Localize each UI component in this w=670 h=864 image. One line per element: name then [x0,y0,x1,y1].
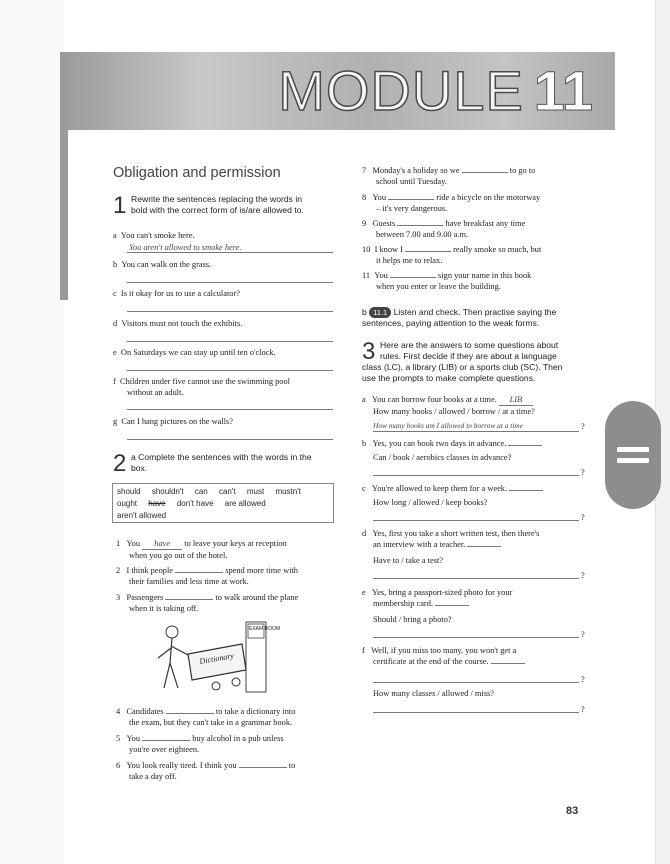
ex1-item-f-cont: without an adult. [127,388,184,397]
item-text: to walk around the plane [215,593,299,602]
ex3-prompt-d: Have to / take a test? [373,556,443,565]
wheel [232,678,240,686]
word-box [112,483,334,523]
ex3-prompt-a: How many books / allowed / borrow / at a time? [373,407,535,416]
blank [175,572,223,573]
item-text: Guests [372,219,396,228]
item-text: On Saturdays we can stay up until ten o'clock. [120,348,276,357]
item-answer: Yes, first you take a short written test, then there's [372,529,540,538]
floating-menu-button[interactable] [605,401,661,509]
word-crossed: have [148,499,166,508]
item-number: 3 [116,593,121,602]
instruction-line: use the prompts to make complete questions. [362,373,536,383]
item-number: 4 [116,707,121,716]
ex3-prompt-f: How many classes / allowed / miss? [373,689,494,698]
question-mark: ? [581,630,585,639]
audio-track-badge: 11.1 [369,307,391,318]
item-answer: Yes, you can book two days in advance. [372,439,507,448]
blank [142,740,190,741]
question-mark: ? [581,675,585,684]
instruction-line: Listen and check. Then practise saying the [393,307,557,317]
item-text: to [288,761,296,770]
exercise-1-instruction [131,194,304,216]
ex2-item-9 [362,218,587,240]
ex2-item-6 [116,760,341,782]
item-text: it helps me to relax. [376,256,443,265]
word: mustn't [275,487,301,496]
blank [405,251,451,252]
blank [166,713,214,714]
item-text: when you go out of the hotel. [129,551,228,560]
item-text: I think people [126,566,173,575]
item-text: – it's very dangerous. [376,204,448,213]
item-number: 2 [116,566,121,575]
item-letter: b [113,260,118,269]
ex3-item-d [362,528,592,550]
answer-line [127,341,333,342]
exercise-2b-instruction [362,307,592,329]
filled-answer: have [142,538,182,550]
category-tag: LIB [499,394,533,406]
ex3-prompt-b: Can / book / aerobics classes in advance? [373,453,512,462]
wheel [212,682,220,690]
exam-illustration [150,618,280,698]
item-text: You [374,271,388,280]
item-text: take a day off. [129,772,177,781]
item-letter: f [113,377,116,386]
ex3-written-a: How many books am I allowed to borrow at a time [373,420,579,432]
answer-line [127,409,333,410]
person-head [166,626,178,638]
instruction-line: box. [131,463,148,473]
item-number: 1 [116,539,121,548]
word-row [117,498,329,510]
answer-line [373,520,579,521]
word: don't have [176,499,214,508]
word-row [117,486,329,498]
ex3-item-c [362,483,592,494]
item-text: the exam, but they can't take in a grammar book. [129,718,293,727]
ex2-item-8 [362,192,587,214]
item-text: to take a dictionary into [215,707,296,716]
item-letter: e [362,588,366,597]
answer-line [373,682,579,683]
instruction-line: sentences, paying attention to the weak forms. [362,318,540,328]
answer-line [373,578,579,579]
ex3-item-e [362,587,592,609]
ex1-item-b [113,259,211,270]
ex3-item-f [362,645,592,667]
question-mark: ? [581,513,585,522]
item-text: You can walk on the grass. [121,260,212,269]
exercise-3-number: 3 [362,338,376,365]
sign-text: EXAM ROOM [249,626,280,632]
ex3-item-b [362,438,592,449]
word: aren't allowed [117,511,167,520]
item-letter: d [113,319,118,328]
item-text: Children under five cannot use the swimming pool [119,377,291,386]
blank [435,605,469,606]
question-mark: ? [581,422,585,431]
menu-bar-icon [617,458,649,463]
blank [509,490,543,491]
blank [462,172,508,173]
item-answer: Yes, bring a passport-sized photo for your [372,588,513,597]
item-text: between 7.00 and 9.00 a.m. [376,230,469,239]
module-title [278,58,593,123]
item-text: their families and less time at work. [129,577,249,586]
instruction-line: Here are the answers to some questions about [380,340,559,350]
item-text: spend more time with [225,566,298,575]
person-body [158,638,190,688]
ex2-item-1 [116,538,341,561]
item-number: 11 [362,271,371,280]
instruction-line: rules. First decide if they are about a language [380,351,557,361]
module-header [66,52,615,130]
item-answer: You can borrow four books at a time. [372,395,497,404]
answer-line [127,311,333,312]
ex2-item-11 [362,270,587,292]
item-answer: certificate at the end of the course. [373,657,489,666]
item-letter: c [113,289,117,298]
item-text: Is it okay for us to use a calculator? [120,289,240,298]
ex1-item-c [113,288,240,299]
ex1-item-e [113,347,276,358]
word: ought [117,499,138,508]
answer-line [373,475,579,476]
question-mark: ? [581,468,585,477]
ex2-item-5 [116,733,341,755]
answer-line [127,439,333,440]
item-text: to leave your keys at reception [184,539,287,548]
item-letter: d [362,529,367,538]
blank [397,225,443,226]
question-mark: ? [581,705,585,714]
exercise-2-number: 2 [113,450,127,477]
item-number: 5 [116,734,121,743]
blank [165,599,213,600]
blank [467,546,501,547]
item-text: have breakfast any time [445,219,526,228]
item-text: Can I hang pictures on the walls? [121,417,234,426]
item-number: 7 [362,166,367,175]
item-text: You [126,734,141,743]
item-letter: a [362,395,366,404]
ex1-item-f [113,376,290,387]
item-text: ride a bicycle on the motorway [436,193,541,202]
ex3-prompt-e: Should / bring a photo? [373,615,452,624]
ex2-item-2 [116,565,341,587]
blank [508,445,542,446]
exercise-2-instruction [131,452,312,474]
module-word: MODULE [278,59,524,122]
item-letter: f [362,646,365,655]
answer-line [127,252,333,253]
item-number: 6 [116,761,121,770]
item-answer: Well, if you miss too many, you won't get a [371,646,517,655]
item-letter: b [362,307,367,317]
item-text: to go to [509,166,536,175]
page-number: 83 [566,805,579,817]
ex2-item-7 [362,165,587,187]
item-number: 9 [362,219,367,228]
ex2-item-10 [362,244,587,266]
word: can't [218,487,236,496]
exercise-1-number: 1 [113,192,127,219]
ex3-prompt-c: How long / allowed / keep books? [373,498,488,507]
instruction-line: bold with the correct form of is/are allowed to. [131,205,304,215]
item-text: Candidates [126,707,164,716]
item-text: You [126,539,141,548]
module-number: 11 [533,59,593,122]
blank [239,767,287,768]
item-text: you're over eighteen. [129,745,200,754]
item-letter: e [113,348,117,357]
word: must [246,487,265,496]
ex2-item-3 [116,592,341,614]
item-text: sign your name in this book [438,271,532,280]
item-text: when it is taking off. [129,604,199,613]
blank [388,199,434,200]
item-letter: c [362,484,366,493]
item-answer: an interview with a teacher. [373,540,466,549]
book-label: Dictionary [198,651,235,666]
item-text: You can't smoke here. [120,231,195,240]
item-answer: You're allowed to keep them for a week. [372,484,508,493]
item-text: Passengers [126,593,164,602]
item-text: You [372,193,387,202]
item-text: when you enter or leave the building. [376,282,501,291]
word-row [117,510,329,522]
blank [491,663,525,664]
item-text: I know I [374,245,403,254]
exercise-3-instruction [380,340,592,362]
ex1-item-g [113,416,233,427]
instruction-line: Rewrite the sentences replacing the words in [131,194,303,204]
item-letter: b [362,439,367,448]
item-text: really smoke so much, but [453,245,542,254]
item-number: 8 [362,193,367,202]
word: shouldn't [151,487,184,496]
word: are allowed [224,499,266,508]
scan-margin [0,0,64,864]
item-letter: a [113,231,117,240]
ex2-item-4 [116,706,341,728]
ex1-answer-a: You aren't allowed to smoke here. [129,243,242,252]
item-text: school until Tuesday. [376,177,447,186]
item-text: Visitors must not touch the exhibits. [121,319,243,328]
instruction-line: class (LC), a library (LIB) or a sports club (SC). Then [362,362,563,372]
item-letter: g [113,417,118,426]
item-text: You look really tired. I think you [126,761,237,770]
item-text: Monday's a holiday so we [372,166,460,175]
question-mark: ? [581,571,585,580]
section-title: Obligation and permission [113,165,281,181]
word: should [117,487,141,496]
menu-bar-icon [617,447,649,452]
ex3-item-a [362,394,592,406]
ex1-item-d [113,318,242,329]
blank [390,277,436,278]
exercise-3-instruction-cont [362,362,592,384]
ex1-item-a [113,230,195,241]
item-answer: membership card. [373,599,433,608]
instruction-line: a Complete the sentences with the words in the [131,452,312,462]
answer-line [373,637,579,638]
word: can [194,487,208,496]
item-text: buy alcohol in a pub unless [192,734,284,743]
answer-line [127,282,333,283]
item-number: 10 [362,245,371,254]
answer-line [373,712,579,713]
answer-line [127,370,333,371]
